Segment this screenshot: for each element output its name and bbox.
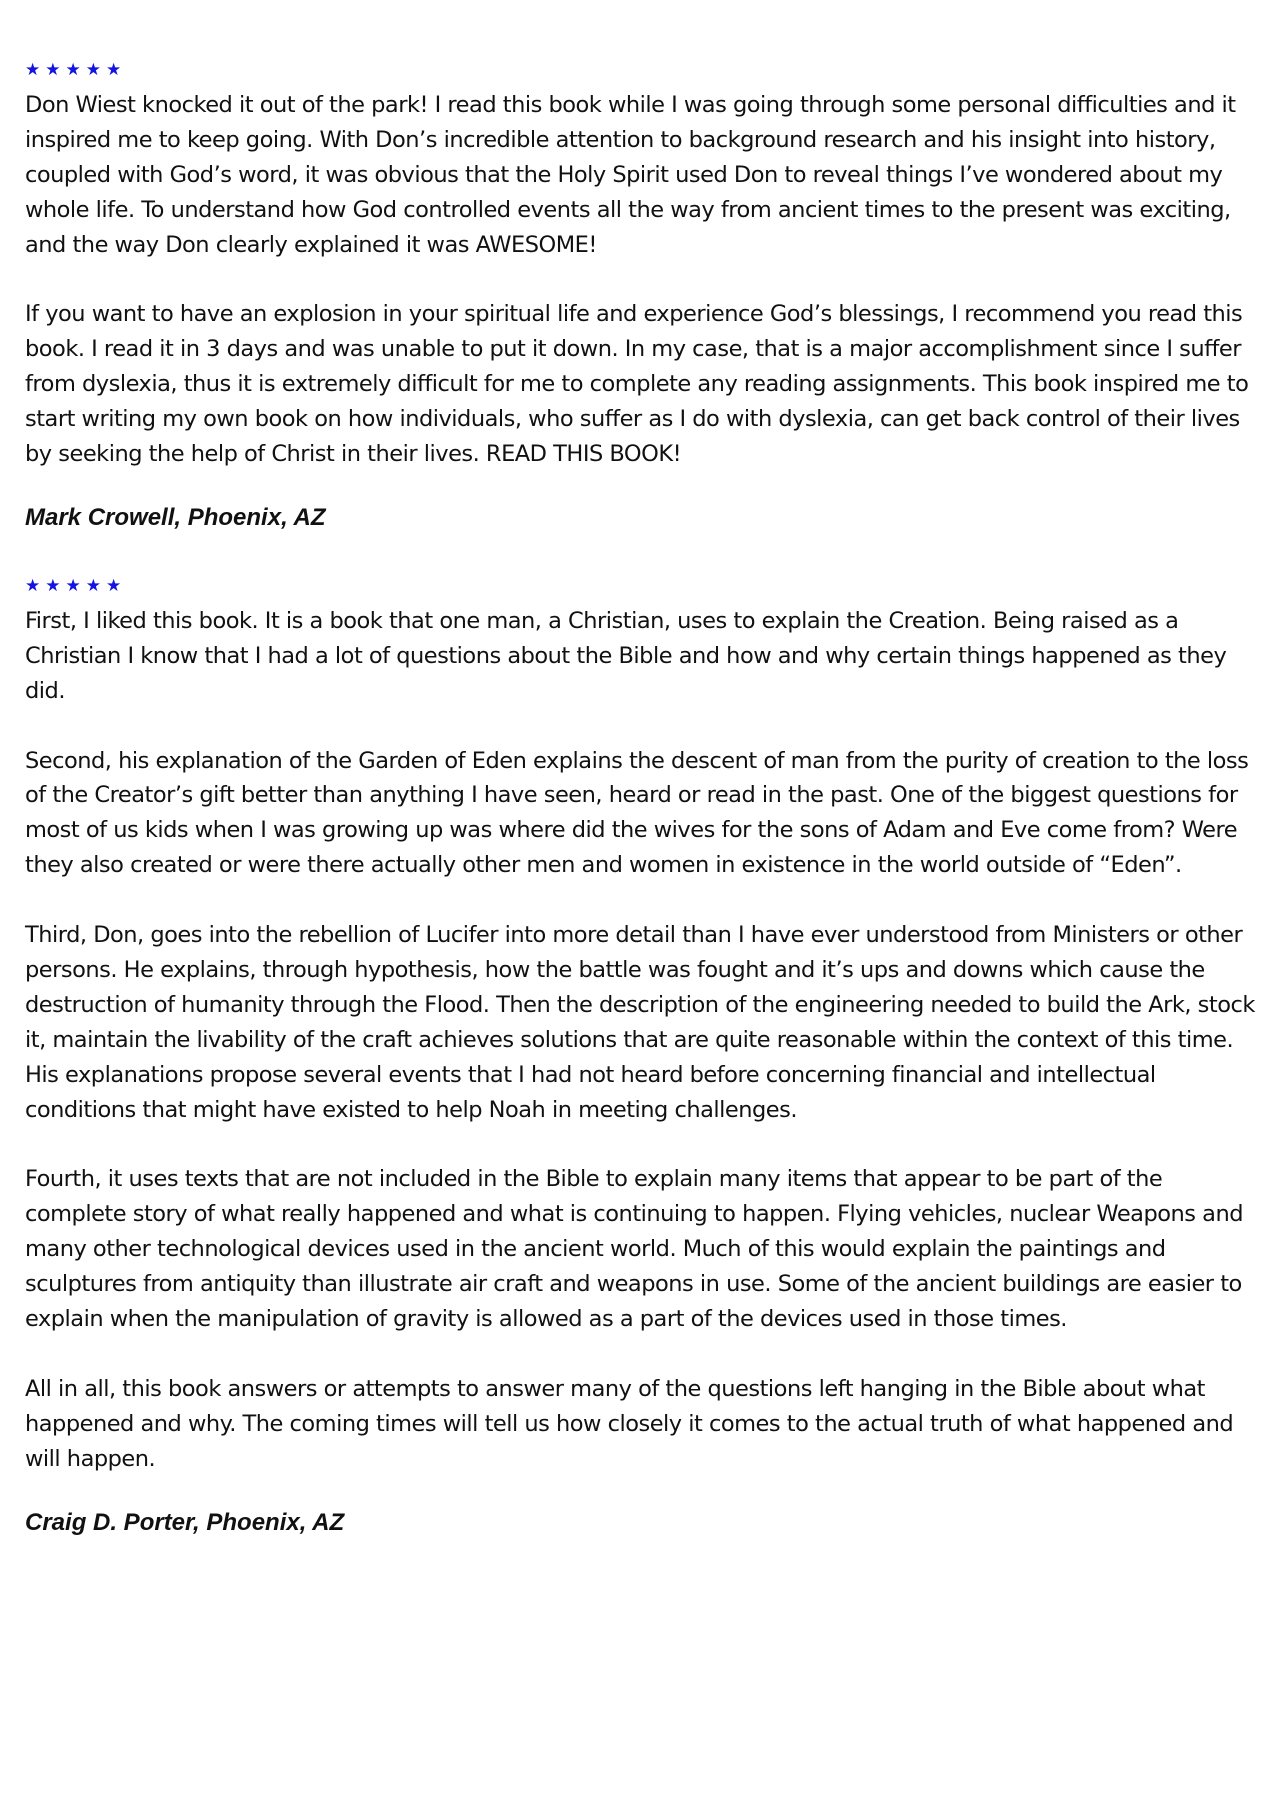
reviews-page	[25, 58, 1257, 1539]
review-paragraph: Don Wiest knocked it out of the park! I read this book while I was going through some personal difficulties and it inspired me to keep going. With Don’s incredible attention to background research and his insight into history, coupled with God’s word, it was obvious that the Holy Spirit used Don to reveal things I’ve wondered about my whole life. To understand how God controlled events all the way from ancient times to the present was exciting, and the way Don clearly explained it was AWESOME!	[25, 92, 1236, 258]
review-paragraph: First, I liked this book. It is a book that one man, a Christian, uses to explain the Creation. Being raised as a Christian I know that I had a lot of questions about the Bible and how and why certain things happened as they did.	[25, 607, 1227, 704]
review-paragraph: All in all, this book answers or attempts to answer many of the questions left hanging in the Bible about what happened and why. The coming times will tell us how closely it comes to the actual truth of what happened and will happen.	[25, 1375, 1234, 1472]
review-paragraph: Second, his explanation of the Garden of Eden explains the descent of man from the purity of creation to the loss of the Creator’s gift better than anything I have seen, heard or read in the past. One of the biggest questions for most of us kids when I was growing up was where did the wives for the sons of Adam and Eve come from? Were they also created or were there actually other men and women in existence in the world outside of “Eden”.	[25, 747, 1249, 879]
star-rating-icon: ★★★★★	[25, 60, 127, 80]
review-paragraph: Third, Don, goes into the rebellion of Lucifer into more detail than I have ever understood from Ministers or other persons. He explains, through hypothesis, how the battle was fought and it’s ups and downs which cause the destruction of humanity through the Flood. Then the description of the engineering needed to build the Ark, stock it, maintain the livability of the craft achieves solutions that are quite reasonable within the context of this time. His explanations propose several events that I had not heard before concerning financial and intellectual conditions that might have existed to help Noah in meeting challenges.	[25, 922, 1255, 1123]
review-author: Craig D. Porter, Phoenix, AZ	[25, 1508, 345, 1536]
review-paragraph: If you want to have an explosion in your spiritual life and experience God’s blessings, I recommend you read this book. I read it in 3 days and was unable to put it down. In my case, that is a major accomplishment since I suffer from dyslexia, thus it is extremely difficult for me to complete any reading assignments. This book inspired me to start writing my own book on how individuals, who suffer as I do with dyslexia, can get back control of their lives by seeking the help of Christ in their lives. READ THIS BOOK!	[25, 301, 1249, 468]
review-2	[25, 574, 1257, 1539]
review-1	[25, 58, 1257, 534]
review-paragraph: Fourth, it uses texts that are not included in the Bible to explain many items that appear to be part of the complete story of what really happened and what is continuing to happen. Flying vehicles, nuclear Weapons and many other technological devices used in the ancient world. Much of this would explain the paintings and sculptures from antiquity than illustrate air craft and weapons in use. Some of the ancient buildings are easier to explain when the manipulation of gravity is allowed as a part of the devices used in those times.	[25, 1166, 1243, 1333]
review-author: Mark Crowell, Phoenix, AZ	[25, 503, 326, 531]
star-rating-icon: ★★★★★	[25, 575, 127, 596]
